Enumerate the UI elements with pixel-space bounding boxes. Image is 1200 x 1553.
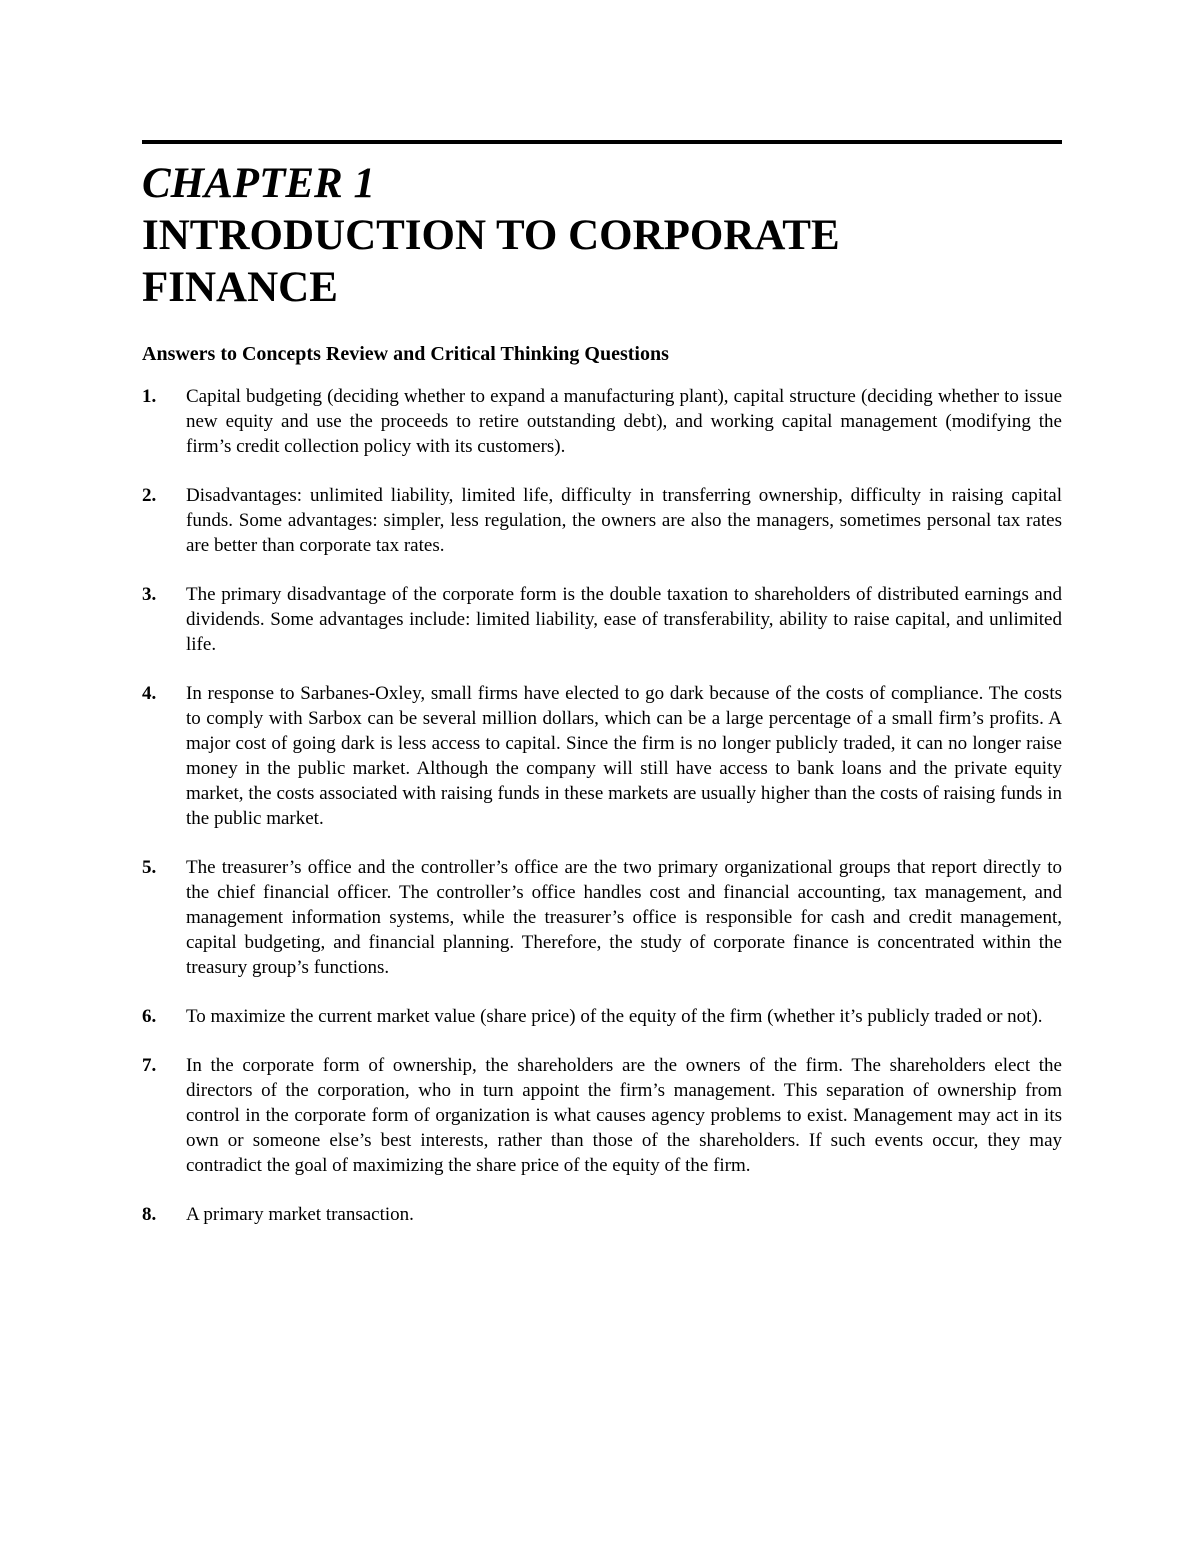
answer-item [142, 1202, 1062, 1227]
answer-number: 6. [142, 1006, 157, 1027]
answer-item [142, 855, 1062, 980]
answer-text: To maximize the current market value (share price) of the equity of the firm (whether it’s publicly traded or not). [186, 1006, 1043, 1027]
answer-number: 4. [142, 683, 157, 704]
chapter-title: INTRODUCTION TO CORPORATE FINANCE [142, 212, 840, 311]
answer-item [142, 483, 1062, 558]
answers-list [142, 384, 1062, 1227]
answer-text: In the corporate form of ownership, the shareholders are the owners of the firm. The shareholders elect the directors of the corporation, who in turn appoint the firm’s management. This separation of ownership from control in the corporate form of organization is what causes agency problems to exist. Management may act in its own or someone else’s best interests, rather than those of the shareholders. If such events occur, they may contradict the goal of maximizing the share price of the equity of the firm. [186, 1055, 1062, 1176]
answer-text: Disadvantages: unlimited liability, limited life, difficulty in transferring ownership, difficulty in raising capital funds. Some advantages: simpler, less regulation, the owners are also the managers, sometimes personal tax rates are better than corporate tax rates. [186, 485, 1062, 556]
answer-item [142, 384, 1062, 459]
answer-number: 1. [142, 386, 157, 407]
answer-number: 2. [142, 485, 157, 506]
answer-number: 5. [142, 857, 157, 878]
answer-item [142, 681, 1062, 831]
answer-text: Capital budgeting (deciding whether to expand a manufacturing plant), capital structure (deciding whether to issue new equity and use the proceeds to retire outstanding debt), and working capital management (modifying the firm’s credit collection policy with its customers). [186, 386, 1062, 457]
section-heading: Answers to Concepts Review and Critical Thinking Questions [142, 343, 669, 365]
answer-number: 3. [142, 584, 157, 605]
answer-item [142, 1053, 1062, 1178]
answer-text: A primary market transaction. [186, 1204, 414, 1225]
answer-item [142, 1004, 1062, 1029]
answer-item [142, 582, 1062, 657]
chapter-label: CHAPTER 1 [142, 160, 375, 207]
answer-text: In response to Sarbanes-Oxley, small firms have elected to go dark because of the costs of compliance. The costs to comply with Sarbox can be several million dollars, which can be a large percentage of a small firm’s profits. A major cost of going dark is less access to capital. Since the firm is no longer publicly traded, it can no longer raise money in the public market. Although the company will still have access to bank loans and the private equity market, the costs associated with raising funds in these markets are usually higher than the costs of raising funds in the public market. [186, 683, 1062, 829]
answer-text: The treasurer’s office and the controller’s office are the two primary organizational groups that report directly to the chief financial officer. The controller’s office handles cost and financial accounting, tax management, and management information systems, while the treasurer’s office is responsible for cash and credit management, capital budgeting, and financial planning. Therefore, the study of corporate finance is concentrated within the treasury group’s functions. [186, 857, 1062, 978]
document-page [142, 140, 1062, 1251]
top-rule [142, 140, 1062, 144]
answer-number: 7. [142, 1055, 157, 1076]
answer-text: The primary disadvantage of the corporate form is the double taxation to shareholders of distributed earnings and dividends. Some advantages include: limited liability, ease of transferability, ability to raise capital, and unlimited life. [186, 584, 1062, 655]
answer-number: 8. [142, 1204, 157, 1225]
